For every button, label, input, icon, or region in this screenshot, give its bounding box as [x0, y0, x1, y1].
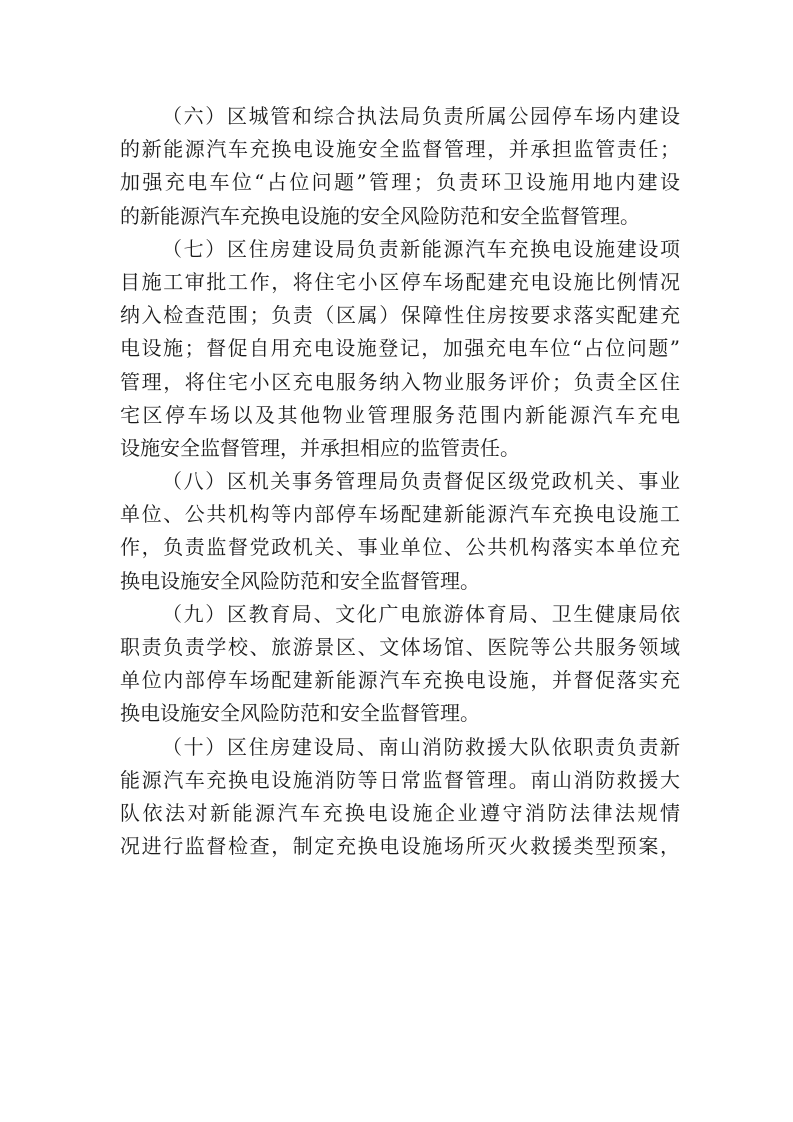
text-line: 单位内部停车场配建新能源汽车充换电设施，并督促落实充: [120, 668, 680, 693]
text-line: 电设施；督促自用充电设施登记，加强充电车位“占位问题”: [120, 336, 680, 361]
text-line: 职责负责学校、旅游景区、文体场馆、医院等公共服务领域: [120, 635, 680, 659]
text-line: 的新能源汽车充换电设施的安全风险防范和安全监督管理。: [120, 203, 640, 228]
text-line: 目施工审批工作，将住宅小区停车场配建充电设施比例情况: [120, 269, 680, 294]
text-line: 单位、公共机构等内部停车场配建新能源汽车充换电设施工: [120, 502, 680, 527]
text-line: （十）区住房建设局、南山消防救援大队依职责负责新: [162, 734, 680, 759]
document-body: [120, 100, 680, 863]
text-line: 况进行监督检查，制定充换电设施场所灭火救援类型预案，: [120, 834, 680, 859]
paragraph-6: [120, 100, 680, 233]
paragraph-8: [120, 465, 680, 598]
text-line: 作，负责监督党政机关、事业单位、公共机构落实本单位充: [120, 535, 680, 560]
paragraph-9: [120, 598, 680, 731]
text-line: 的新能源汽车充换电设施安全监督管理，并承担监管责任；: [120, 137, 680, 162]
paragraph-7: [120, 233, 680, 465]
text-line: （八）区机关事务管理局负责督促区级党政机关、事业: [162, 469, 680, 494]
text-line: 队依法对新能源汽车充换电设施企业遵守消防法律法规情: [120, 800, 680, 825]
text-line: （六）区城管和综合执法局负责所属公园停车场内建设: [162, 104, 680, 128]
text-line: 能源汽车充换电设施消防等日常监督管理。南山消防救援大: [120, 767, 680, 792]
text-line: 管理，将住宅小区充电服务纳入物业服务评价；负责全区住: [120, 369, 680, 394]
text-line: 设施安全监督管理，并承担相应的监管责任。: [120, 435, 520, 460]
text-line: 宅区停车场以及其他物业管理服务范围内新能源汽车充电: [120, 402, 680, 427]
text-line: （七）区住房建设局负责新能源汽车充换电设施建设项: [162, 236, 680, 261]
text-line: （九）区教育局、文化广电旅游体育局、卫生健康局依: [162, 601, 680, 626]
paragraph-10: [120, 731, 680, 864]
text-line: 加强充电车位“占位问题”管理；负责环卫设施用地内建设: [120, 170, 680, 195]
text-line: 换电设施安全风险防范和安全监督管理。: [120, 701, 480, 726]
text-line: 换电设施安全风险防范和安全监督管理。: [120, 568, 480, 593]
text-line: 纳入检查范围；负责（区属）保障性住房按要求落实配建充: [120, 303, 680, 328]
